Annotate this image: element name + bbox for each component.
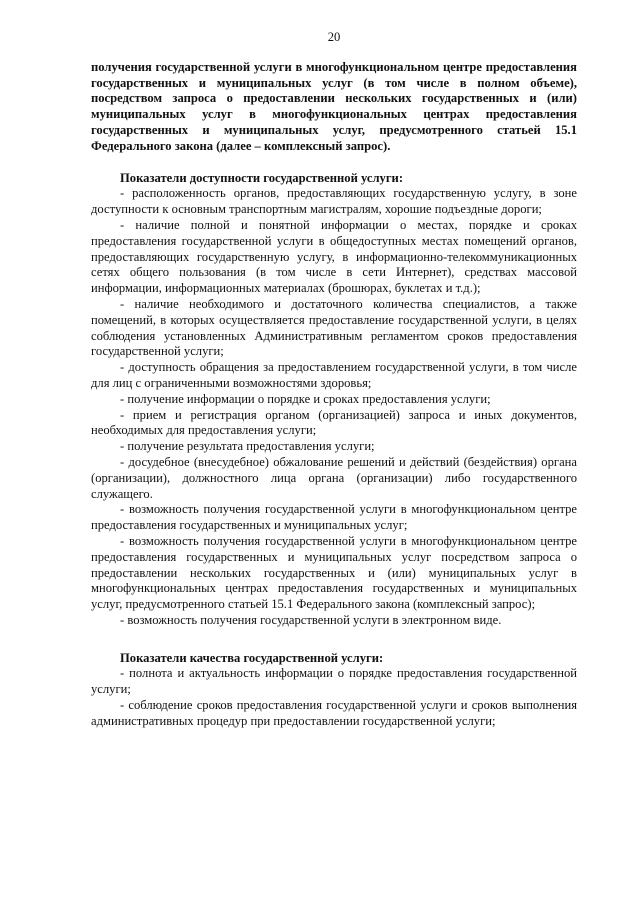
- list-item: - возможность получения государственной услуги в многофункциональном центре предоставления государственных и муниципальных услуг;: [91, 502, 577, 533]
- list-item: - доступность обращения за предоставлением государственной услуги, в том числе для лиц с ограниченными возможностями здоровья;: [91, 360, 577, 390]
- list-item: - досудебное (внесудебное) обжалование решений и действий (бездействия) органа (организации), должностного лица органа (организации) либо государственного служащего.: [91, 454, 577, 501]
- accessibility-list: [91, 186, 577, 628]
- list-item: - наличие полной и понятной информации о местах, порядке и сроках предоставления государственной услуги в общедоступных местах помещений органов, предоставляющих государственную услугу, в информационно-телекоммуникационных сетях общего пользования (в том числе в сети Интернет), средствах массовой информации, информационных материалах (брошюрах, буклетах и т.д.);: [91, 217, 577, 296]
- list-item: - получение информации о порядке и сроках предоставления услуги;: [120, 391, 491, 406]
- list-item: - прием и регистрация органом (организацией) запроса и иных документов, необходимых для предоставления услуги;: [91, 407, 577, 438]
- quality-list: [91, 666, 577, 729]
- list-item: - получение результата предоставления услуги;: [120, 439, 375, 454]
- list-item: - расположенность органов, предоставляющих государственную услугу, в зоне доступности к основным транспортным магистралям, хорошие подъездные дороги;: [91, 186, 577, 217]
- intro-paragraph: получения государственной услуги в многофункциональном центре предоставления государственных и муниципальных услуг (в том числе в полном объеме), посредством запроса о предоставлении нескольких государственных и (или) муниципальных услуг в многофункциональных центрах предоставления государственных и муниципальных услуг, предусмотренного статьей 15.1 Федерального закона (далее – комплексный запрос).: [91, 59, 577, 153]
- document-page: [91, 30, 577, 730]
- list-item: - наличие необходимого и достаточного количества специалистов, а также помещений, в которых осуществляется предоставление государственной услуги, в целях соблюдения установленных Административным регламентом сроков предоставления государственной услуги;: [91, 296, 577, 359]
- list-item: - возможность получения государственной услуги в электронном виде.: [120, 612, 502, 627]
- quality-heading: Показатели качества государственной услуги:: [120, 650, 384, 665]
- list-item: - возможность получения государственной услуги в многофункциональном центре предоставления государственных и муниципальных услуг посредством запроса о предоставлении нескольких государственных и (или) муниципальных услуг в многофункциональных центрах предоставления государственных и муниципальных услуг, предусмотренного статьей 15.1 Федерального закона (комплексный запрос);: [91, 533, 577, 612]
- list-item: - соблюдение сроков предоставления государственной услуги и сроков выполнения административных процедур при предоставлении государственной услуги;: [91, 698, 577, 728]
- list-item: - полнота и актуальность информации о порядке предоставления государственной услуги;: [91, 666, 577, 697]
- accessibility-heading: Показатели доступности государственной услуги:: [120, 170, 404, 185]
- page-number: 20: [327, 30, 341, 44]
